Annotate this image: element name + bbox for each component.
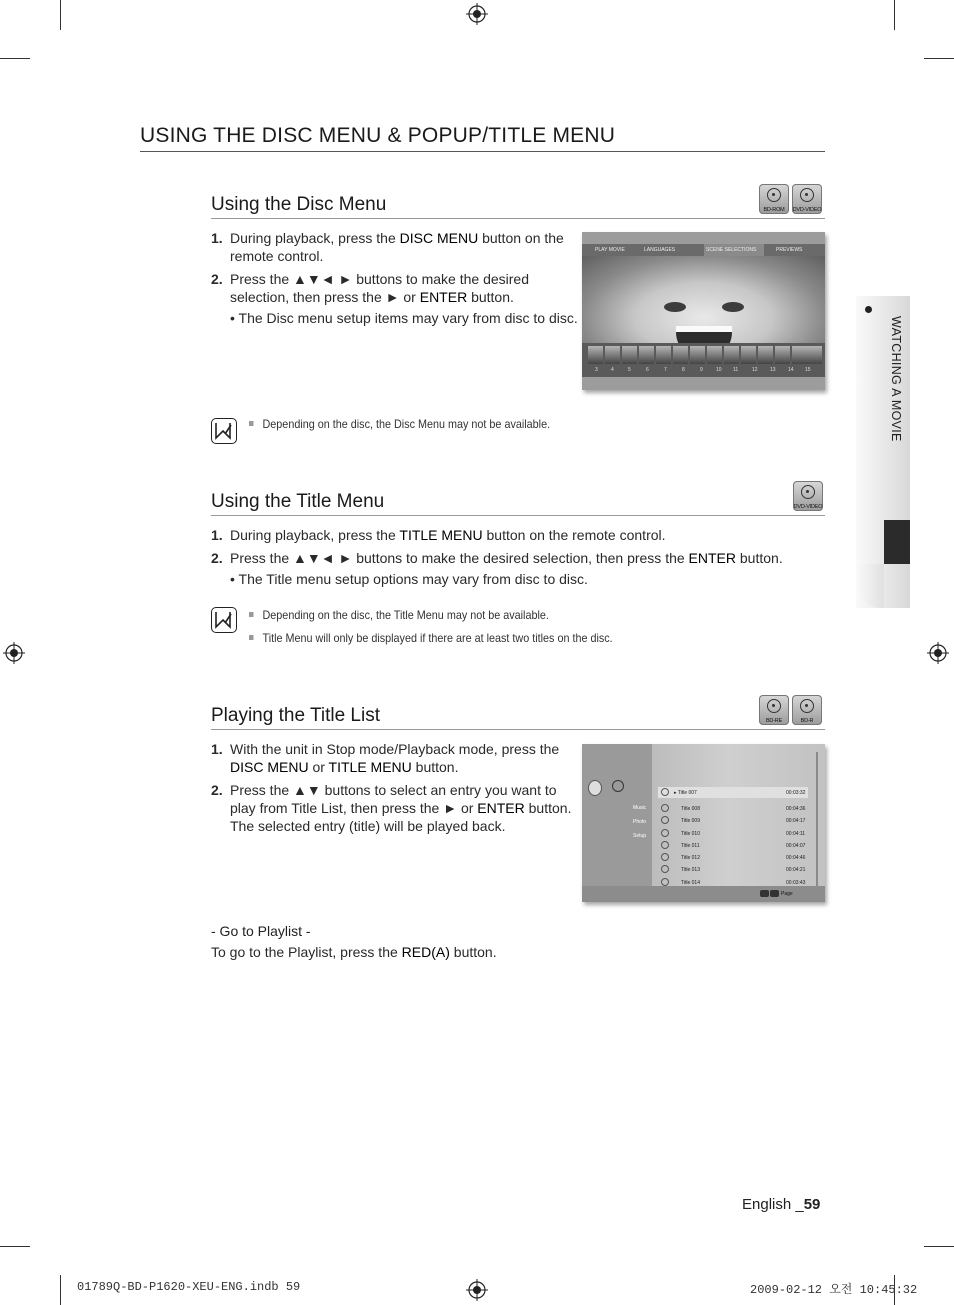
playlist-text: To go to the Playlist, press the RED(A) button.	[211, 944, 497, 960]
section-title-title-menu: Using the Title Menu	[211, 491, 825, 516]
page-number: English _59	[742, 1196, 821, 1213]
bullet-note: • The Title menu setup options may vary from disc to disc.	[230, 571, 588, 587]
registration-mark-icon	[466, 3, 488, 25]
scene-thumbnail-strip: 3 4 5 6 7 8 9 10 11 12 13 14 15	[582, 343, 825, 377]
playlist-heading: - Go to Playlist -	[211, 923, 311, 939]
crop-mark	[894, 0, 895, 30]
title-row: Title 013 00:04:21	[658, 864, 808, 875]
title-row: Title 010 00:04:11	[658, 828, 808, 839]
bd-rom-disc-icon: BD-ROM	[759, 184, 789, 214]
imprint-date: 2009-02-12 오전 10:45:32	[750, 1283, 918, 1297]
step-2: 2. Press the ▲▼◄ ► buttons to make the desired selection, then press the ENTER button.	[211, 550, 783, 566]
button-hint-icon	[770, 890, 779, 897]
disc-type-icons	[759, 695, 822, 725]
registration-mark-icon	[927, 642, 949, 664]
crop-mark	[0, 58, 30, 59]
crop-mark	[60, 0, 61, 30]
side-chapter-tab	[856, 296, 910, 608]
title-row: ▸ Title 007 00:03:32	[658, 787, 808, 798]
note-icon	[211, 607, 237, 633]
step-2: 2. Press the ▲▼◄ ► buttons to make the desired selection, then press the ► or ENTER button.	[211, 271, 530, 305]
dvd-video-disc-icon: DVD-VIDEO	[792, 184, 822, 214]
video-reel-icon	[612, 780, 624, 792]
disc-type-icons	[793, 481, 823, 511]
step-1: 1. During playback, press the DISC MENU button on the remote control.	[211, 230, 564, 264]
disc-type-icons	[759, 184, 822, 214]
imprint-file: 01789Q-BD-P1620-XEU-ENG.indb 59	[77, 1280, 301, 1294]
bd-r-disc-icon: BD-R	[792, 695, 822, 725]
title-row: Title 011 00:04:07	[658, 840, 808, 851]
step-2: 2. Press the ▲▼ buttons to select an entry you want to play from Title List, then press the ► or ENTER button. The selected entry (title) will be played back.	[211, 782, 572, 834]
side-tab-label: WATCHING A MOVIE	[889, 316, 903, 442]
page-title: USING THE DISC MENU & POPUP/TITLE MENU	[140, 124, 825, 152]
crop-mark	[60, 1275, 61, 1305]
screen-left-panel	[582, 744, 652, 886]
section-title-disc-menu: Using the Disc Menu	[211, 194, 825, 219]
scrollbar	[816, 752, 818, 886]
tab-marker	[884, 520, 910, 564]
note-text: Title Menu will only be displayed if there are at least two titles on the disc.	[249, 631, 613, 645]
step-1: 1. During playback, press the TITLE MENU button on the remote control.	[211, 527, 666, 543]
note-text: Depending on the disc, the Title Menu may not be available.	[249, 608, 549, 622]
note-text: Depending on the disc, the Disc Menu may not be available.	[249, 417, 550, 431]
title-row: Title 012 00:04:46	[658, 852, 808, 863]
disc-menu-screenshot	[582, 232, 825, 390]
note-icon	[211, 418, 237, 444]
title-row: Title 008 00:04:36	[658, 803, 808, 814]
screen-footer: Page	[582, 886, 825, 902]
title-row: Title 014 00:03:43	[658, 877, 808, 888]
crop-mark	[924, 1246, 954, 1247]
registration-mark-icon	[3, 642, 25, 664]
registration-mark-icon	[466, 1279, 488, 1301]
tab-curve	[856, 564, 884, 608]
bullet-dot-icon	[865, 306, 872, 313]
button-hint-icon	[760, 890, 769, 897]
disc-graphic-icon	[588, 780, 602, 796]
dvd-video-disc-icon: DVD-VIDEO	[793, 481, 823, 511]
title-row: Title 009 00:04:17	[658, 815, 808, 826]
section-title-title-list: Playing the Title List	[211, 705, 825, 730]
bd-re-disc-icon: BD-RE	[759, 695, 789, 725]
step-1: 1. With the unit in Stop mode/Playback mode, press the DISC MENU or TITLE MENU button.	[211, 741, 560, 775]
title-list-screenshot: Music Photo Setup ▸ Title 007 00:03:32 Title 008 00:04:36 Title 009 00:04:17 Title 010 00:04:11 Title 011 00:04:07 Title 012 00:04:46 Title 013 00:04:21 Title 014 00:03:43 Page	[582, 744, 825, 902]
crop-mark	[924, 58, 954, 59]
crop-mark	[0, 1246, 30, 1247]
menu-bar: PLAY MOVIE LANGUAGES SCENE SELECTIONS PREVIEWS	[582, 244, 825, 256]
bullet-note: • The Disc menu setup items may vary from disc to disc.	[230, 310, 578, 326]
